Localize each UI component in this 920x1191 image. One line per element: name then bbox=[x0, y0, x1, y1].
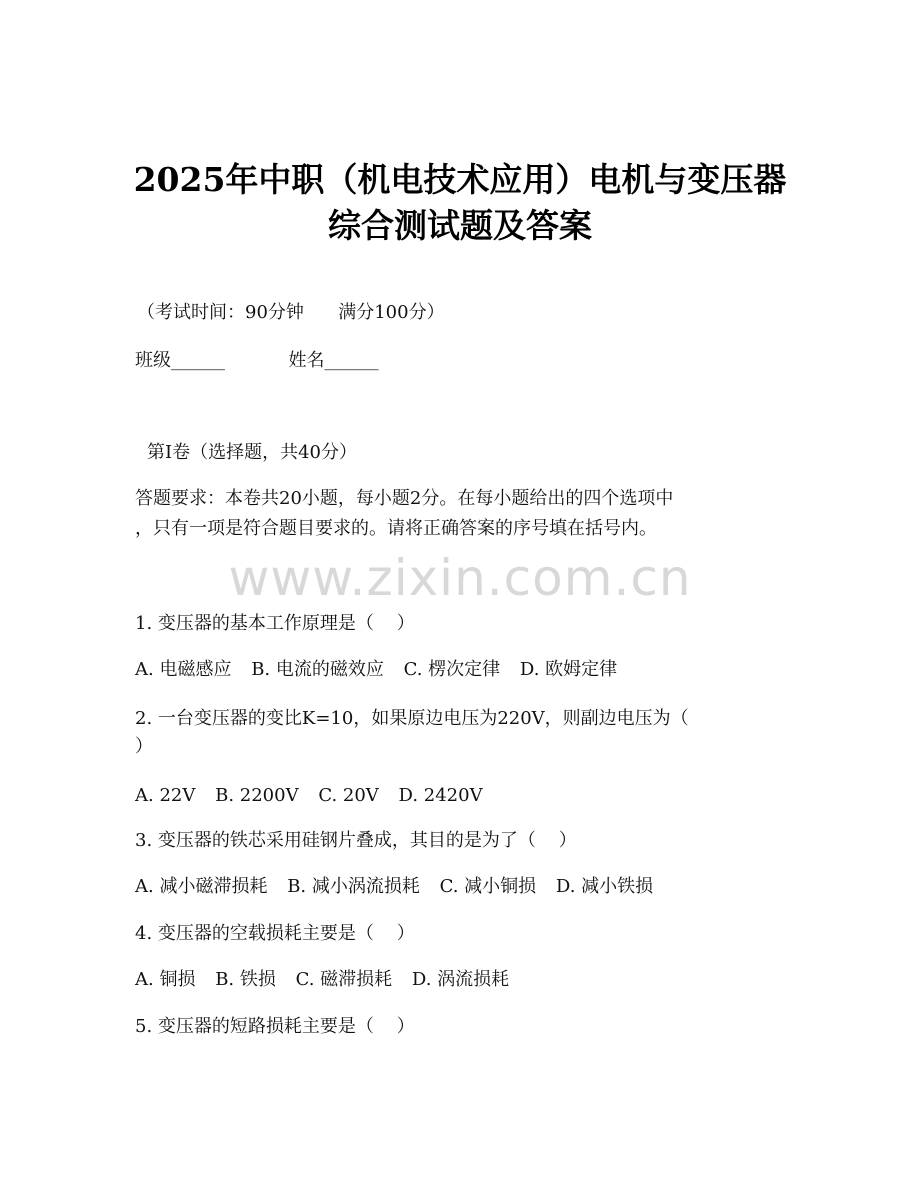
watermark-text: www.zixin.com.cn bbox=[228, 549, 692, 607]
question-2-option-c: C. 20V bbox=[318, 785, 379, 806]
instructions-line1: 答题要求：本卷共20小题，每小题2分。在每小题给出的四个选项中 bbox=[135, 488, 674, 509]
question-4-option-a: A. 铜损 bbox=[135, 969, 196, 990]
question-4-options bbox=[135, 967, 509, 993]
question-4-option-d: D. 涡流损耗 bbox=[411, 969, 510, 990]
student-info-row bbox=[135, 348, 378, 374]
class-field-label: 班级______ bbox=[135, 350, 225, 371]
instructions-line2: ，只有一项是符合题目要求的。请将正确答案的序号填在括号内。 bbox=[135, 518, 657, 539]
section-heading: 第Ⅰ卷（选择题，共40分） bbox=[147, 442, 358, 463]
document-title-line2: 综合测试题及答案 bbox=[328, 206, 592, 245]
question-4-option-b: B. 铁损 bbox=[215, 969, 276, 990]
question-2-option-d: D. 2420V bbox=[398, 785, 483, 806]
question-3-option-c: C. 减小铜损 bbox=[439, 876, 537, 897]
name-field-label: 姓名______ bbox=[288, 350, 379, 371]
question-1-option-c: C. 楞次定律 bbox=[403, 659, 501, 680]
question-3-option-a: A. 减小磁滞损耗 bbox=[135, 876, 268, 897]
question-5-stem: 5. 变压器的短路损耗主要是（ ） bbox=[135, 1016, 415, 1037]
question-3-stem: 3. 变压器的铁芯采用硅钢片叠成，其目的是为了（ ） bbox=[135, 830, 577, 851]
question-2-options bbox=[135, 783, 483, 809]
question-4-stem: 4. 变压器的空载损耗主要是（ ） bbox=[135, 923, 415, 944]
question-1-option-a: A. 电磁感应 bbox=[135, 659, 232, 680]
question-2-stem-cont: ） bbox=[135, 736, 153, 757]
document-title-line1: 2025年中职（机电技术应用）电机与变压器 bbox=[133, 160, 787, 199]
question-1-option-b: B. 电流的磁效应 bbox=[251, 659, 384, 680]
exam-info: （考试时间：90分钟 满分100分） bbox=[137, 302, 445, 323]
question-3-options bbox=[135, 874, 653, 900]
question-1-stem: 1. 变压器的基本工作原理是（ ） bbox=[135, 613, 415, 634]
question-3-option-d: D. 减小铁损 bbox=[555, 876, 654, 897]
question-1-option-d: D. 欧姆定律 bbox=[519, 659, 618, 680]
question-2-stem: 2. 一台变压器的变比K=10，如果原边电压为220V，则副边电压为（ bbox=[135, 708, 689, 729]
question-4-option-c: C. 磁滞损耗 bbox=[295, 969, 393, 990]
question-2-option-b: B. 2200V bbox=[215, 785, 299, 806]
question-3-option-b: B. 减小涡流损耗 bbox=[287, 876, 420, 897]
question-2-option-a: A. 22V bbox=[135, 785, 196, 806]
question-1-options bbox=[135, 657, 617, 683]
